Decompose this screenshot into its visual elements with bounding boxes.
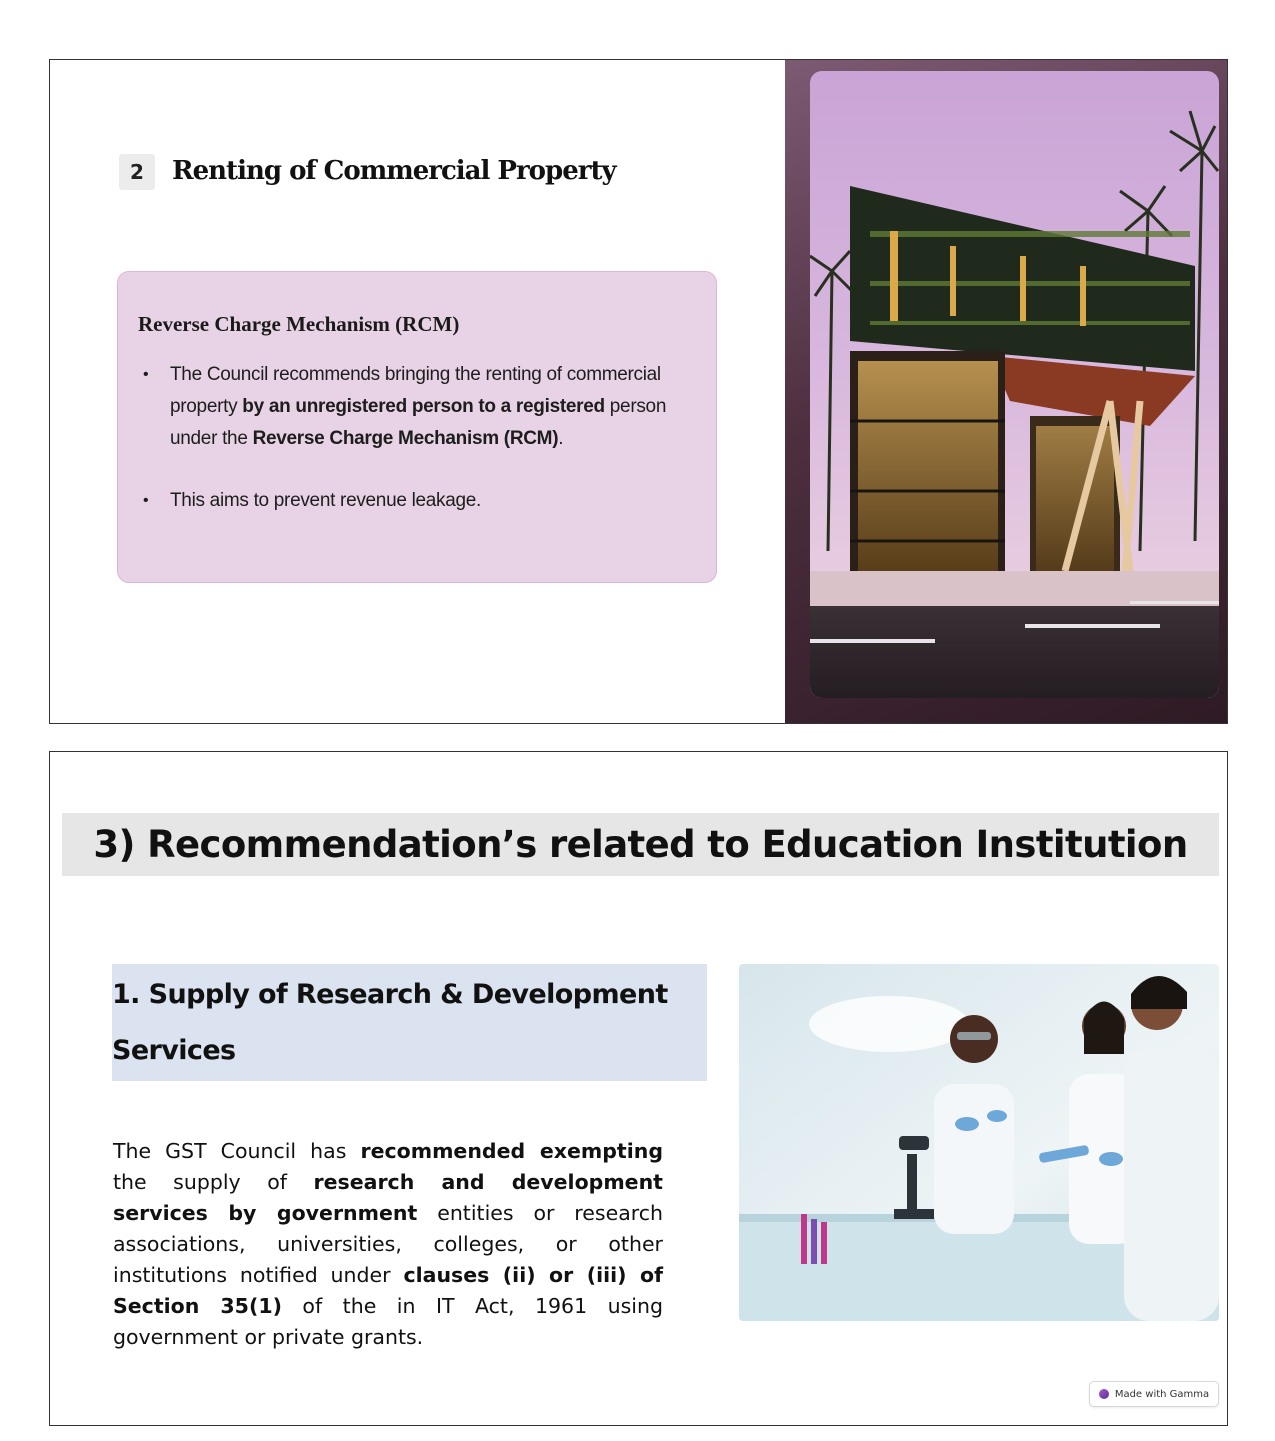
commercial-building-image [810, 71, 1219, 698]
laboratory-scientists-image [739, 964, 1219, 1321]
rcm-card [117, 271, 717, 583]
subheading: 1. Supply of Research & Development Services [112, 979, 668, 1066]
section-title: 3) Recommendation’s related to Education Institution [93, 823, 1188, 866]
image-panel [785, 60, 1228, 724]
slide-title: Renting of Commercial Property [172, 156, 616, 186]
list-item: • The Council recommends bringing the renting of commercial property by an unregistered person to a registered person under the Reverse Charge Mechanism (RCM). [138, 359, 694, 455]
slide-education-institution [49, 751, 1228, 1426]
bullet-icon: • [143, 492, 149, 509]
card-heading: Reverse Charge Mechanism (RCM) [138, 312, 460, 336]
made-with-gamma-badge[interactable] [1089, 1381, 1219, 1407]
list-item: • This aims to prevent revenue leakage. [138, 485, 694, 517]
bullet-list [138, 359, 694, 517]
slide-renting-commercial-property [49, 59, 1228, 724]
section-banner [62, 813, 1219, 876]
body-paragraph: The GST Council has recommended exempting the supply of research and development services by government entities or research associations, universities, colleges, or other institutions notified under clauses (ii) or (iii) of Section 35(1) of the in IT Act, 1961 using government or private grants. [113, 1139, 663, 1349]
subheading-box [112, 964, 707, 1081]
badge-label: Made with Gamma [1114, 1388, 1210, 1400]
section-number-badge: 2 [119, 154, 155, 190]
gamma-logo-icon [1099, 1389, 1109, 1399]
bullet-icon: • [143, 366, 149, 383]
